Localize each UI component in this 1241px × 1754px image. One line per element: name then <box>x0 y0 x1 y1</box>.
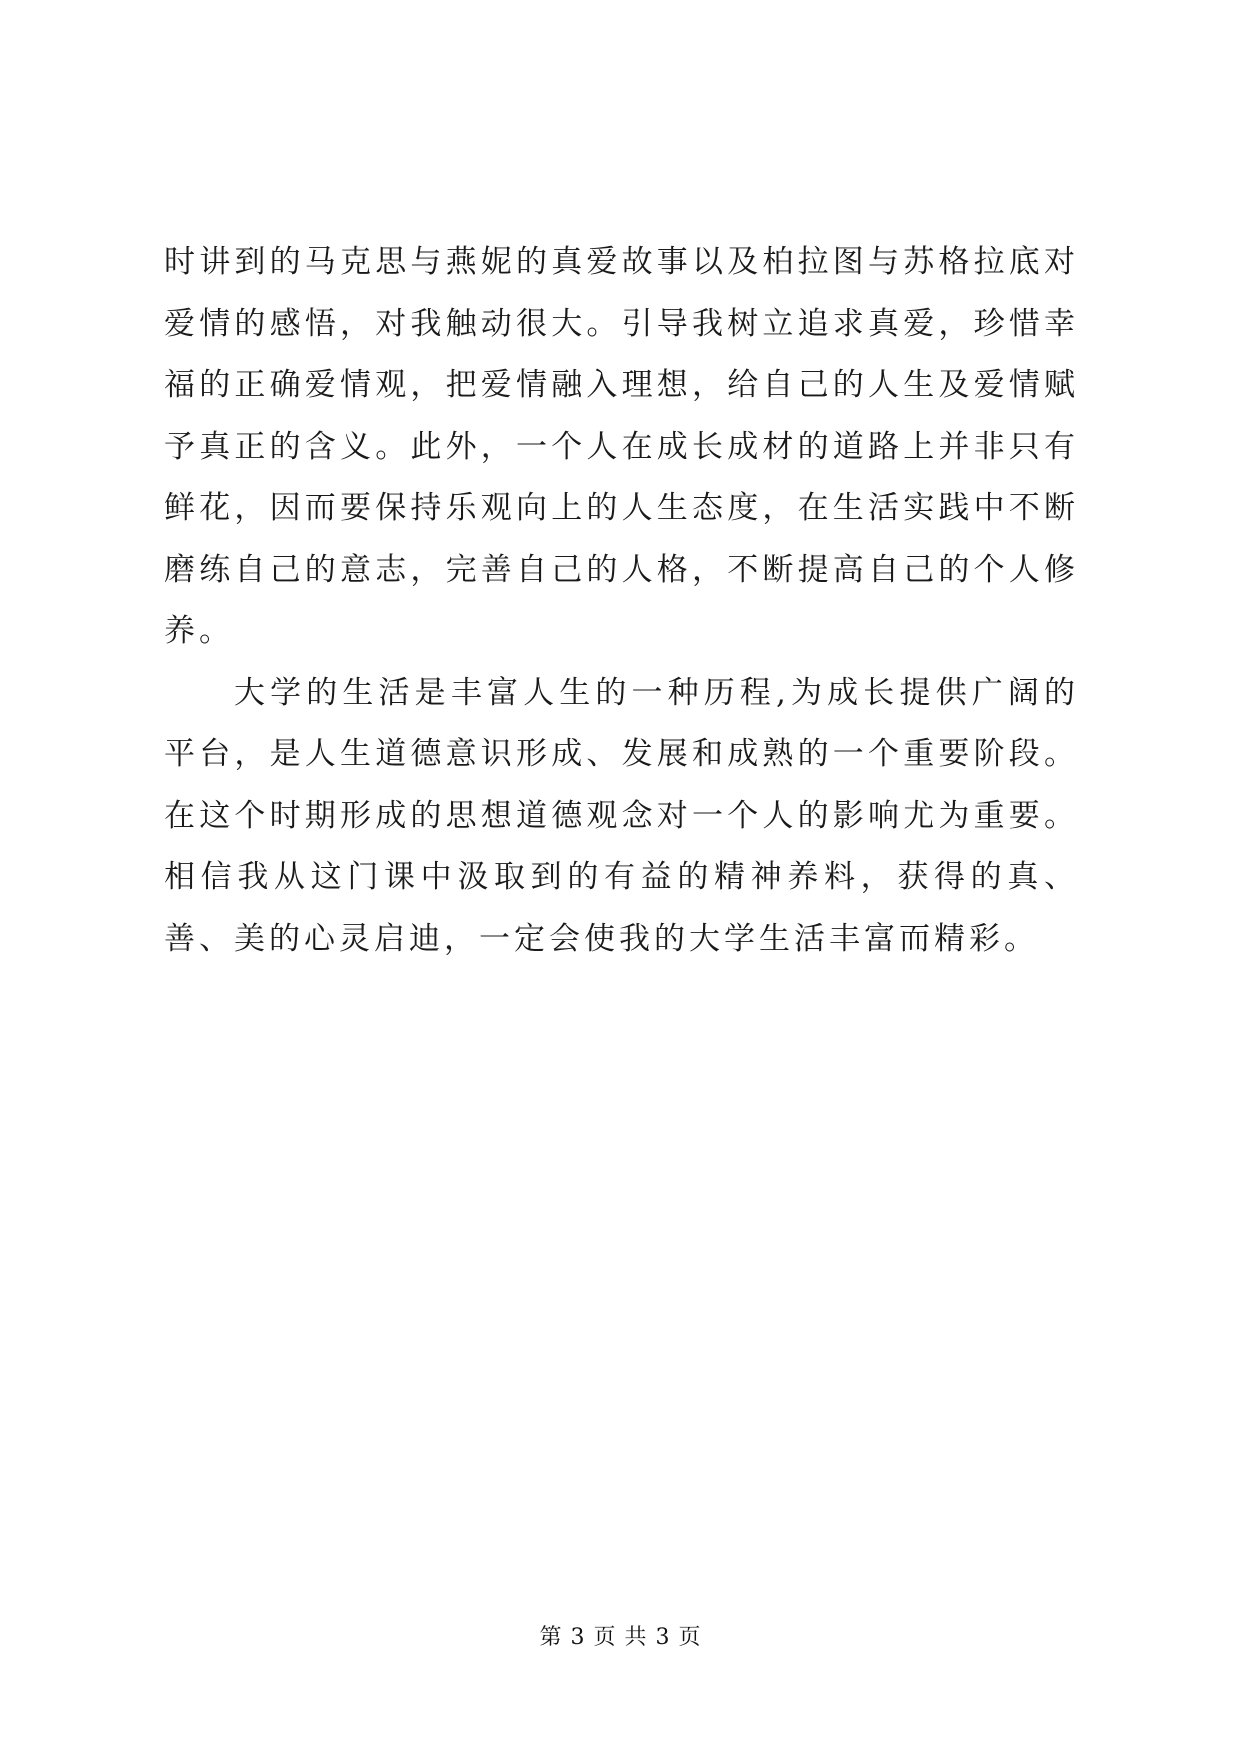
document-body <box>164 232 1079 970</box>
paragraph-conclusion: 大学的生活是丰富人生的一种历程,为成长提供广阔的平台，是人生道德意识形成、发展和成熟的一个重要阶段。在这个时期形成的思想道德观念对一个人的影响尤为重要。相信我从这门课中汲取到的有益的精神养料，获得的真、善、美的心灵启迪，一定会使我的大学生活丰富而精彩。 <box>164 674 1079 957</box>
paragraph-continuation: 时讲到的马克思与燕妮的真爱故事以及柏拉图与苏格拉底对爱情的感悟，对我触动很大。引导我树立追求真爱，珍惜幸福的正确爱情观，把爱情融入理想，给自己的人生及爱情赋予真正的含义。此外，一个人在成长成材的道路上并非只有鲜花，因而要保持乐观向上的人生态度，在生活实践中不断磨练自己的意志，完善自己的人格，不断提高自己的个人修养。 <box>164 244 1079 649</box>
page-number-footer: 第 3 页 共 3 页 <box>539 1625 702 1650</box>
